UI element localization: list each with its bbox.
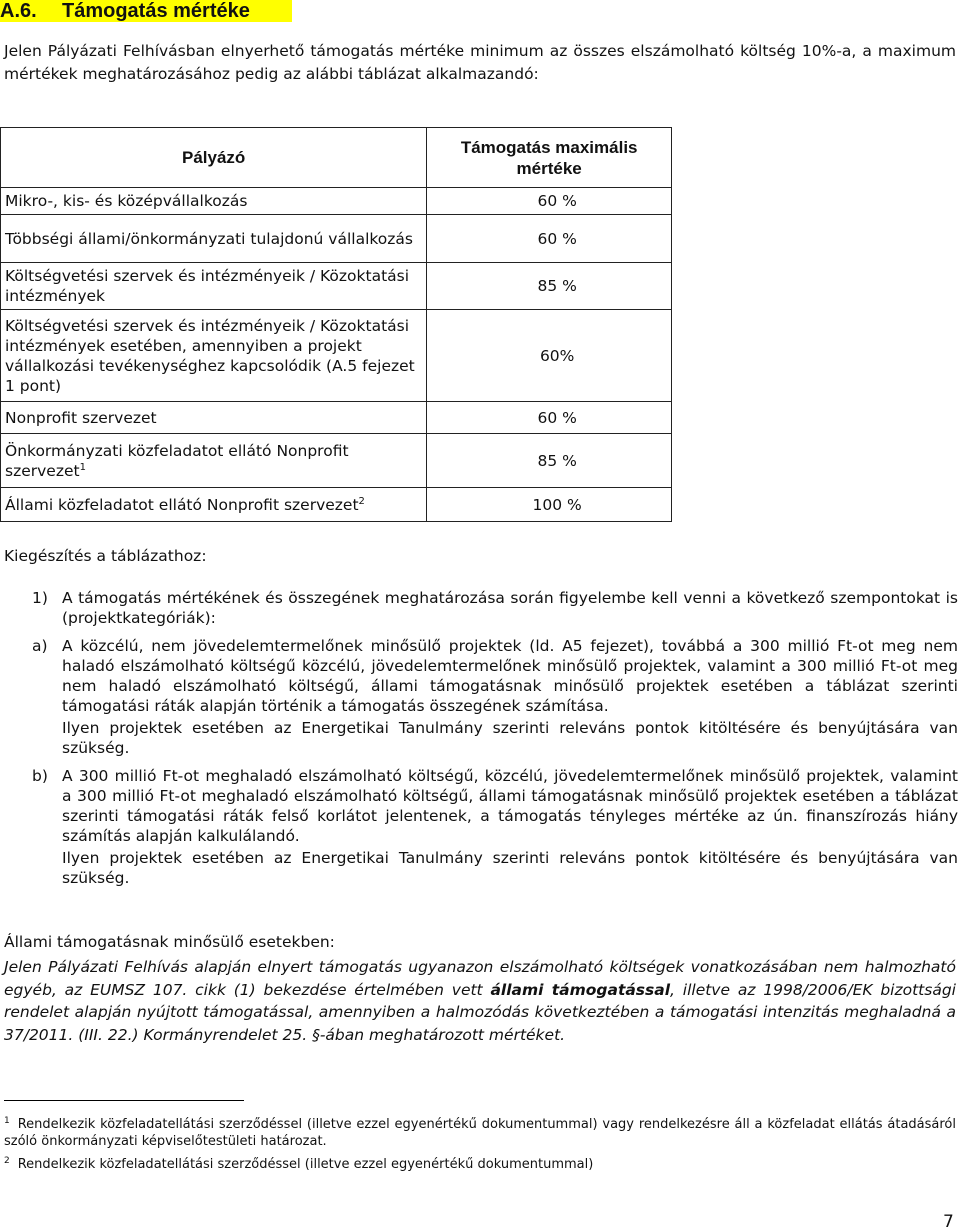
list-item — [4, 588, 958, 628]
row-label: Költségvetési szervek és intézményeik / Közoktatási intézmények — [1, 263, 427, 310]
row-label-text: Állami közfeladatot ellátó Nonprofit szervezet — [5, 495, 359, 514]
state-aid-heading: Állami támogatásnak minősülő esetekben: — [4, 933, 335, 951]
state-aid-text-1: Jelen Pályázati Felhívás alapján elnyert támogatás ugyanazon elszámolható költségek vonatkozásában nem halmozható egyéb, az EUMSZ 107. cikk (1) bekezdése értelmében vett — [4, 958, 956, 999]
table-row — [1, 215, 672, 263]
section-title: Támogatás mértéke — [62, 0, 250, 22]
item-label: a) — [32, 637, 48, 655]
row-label-text: Önkormányzati közfeladatot ellátó Nonprofit szervezet — [5, 441, 349, 480]
item-text: A közcélú, nem jövedelemtermelőnek minősülő projektek (ld. A5 fejezet), továbbá a 300 millió Ft-ot meg nem haladó elszámolható költségű közcélú, jövedelemtermelőnek minősülő projektek, valamint a 300 millió Ft-ot meg nem haladó elszámolható költségű, állami támogatásnak minősülő projektek esetében a táblázat szerinti támogatási ráták alapján történik a támogatás összegének számítása. — [62, 637, 958, 715]
list-item — [4, 636, 958, 716]
supplement-heading: Kiegészítés a táblázathoz: — [4, 547, 207, 565]
footnote-ref: 1 — [79, 461, 86, 473]
item-label: b) — [32, 767, 48, 785]
row-label: Mikro-, kis- és középvállalkozás — [1, 188, 427, 215]
footnote-divider — [4, 1100, 244, 1101]
item-text: A támogatás mértékének és összegének meghatározása során figyelembe kell venni a következő szempontokat is (projektkategóriák): — [62, 589, 958, 627]
footnote-number: 2 — [4, 1155, 10, 1166]
row-value: 100 % — [427, 488, 672, 522]
row-label — [1, 488, 427, 522]
state-aid-text-2: , illetve az 1998/2006/EK bizottsági rendelet alapján nyújtott támogatással, amennyiben a halmozódás következtében a támogatási intenzitás meghaladná a 37/2011. (III. 22.) Kormányrendelet 25. §-ában meghatározott mértéket. — [4, 980, 956, 1044]
row-label: Nonprofit szervezet — [1, 402, 427, 434]
table-header-row — [1, 128, 672, 188]
row-value: 60 % — [427, 402, 672, 434]
table-row — [1, 310, 672, 402]
item-note: Ilyen projektek esetében az Energetikai Tanulmány szerinti releváns pontok kitöltésére és benyújtására van szükség. — [62, 849, 958, 887]
header-max-rate: Támogatás maximális mértéke — [427, 128, 672, 188]
intro-paragraph: Jelen Pályázati Felhívásban elnyerhető támogatás mértéke minimum az összes elszámolható költség 10%-a, a maximum mértékek meghatározásához pedig az alábbi táblázat alkalmazandó: — [4, 42, 956, 83]
state-aid-bold: állami támogatással — [490, 980, 671, 999]
footnotes — [4, 1116, 956, 1179]
row-value: 60% — [427, 310, 672, 402]
item-text: A 300 millió Ft-ot meghaladó elszámolható költségű, közcélú, jövedelemtermelőnek minősülő projektek, valamint a 300 millió Ft-ot meghaladó elszámolható költségű, állami támogatásnak minősülő projektek esetében a táblázat szerinti támogatási ráták felső korlátot jelentenek, a támogatás tényleges mértéke az ún. finanszírozás hiány számítás alapján kalkulálandó. — [62, 767, 958, 845]
row-value: 60 % — [427, 188, 672, 215]
row-label: Költségvetési szervek és intézményeik / Közoktatási intézmények esetében, amennyiben a projekt vállalkozási tevékenységhez kapcsolódik (A.5 fejezet 1 pont) — [1, 310, 427, 402]
table-row — [1, 434, 672, 488]
section-heading — [0, 0, 292, 22]
row-label — [1, 434, 427, 488]
item-note: Ilyen projektek esetében az Energetikai Tanulmány szerinti releváns pontok kitöltésére és benyújtására van szükség. — [62, 719, 958, 757]
footnote — [4, 1156, 956, 1173]
footnote-number: 1 — [4, 1115, 10, 1126]
page-number: 7 — [943, 1212, 954, 1232]
supplement-list — [4, 588, 958, 896]
row-label: Többségi állami/önkormányzati tulajdonú vállalkozás — [1, 215, 427, 263]
section-number: A.6. — [0, 0, 37, 22]
item-label: 1) — [32, 589, 48, 607]
footnote-ref: 2 — [358, 495, 365, 507]
list-item — [4, 766, 958, 846]
table-row — [1, 488, 672, 522]
header-applicant: Pályázó — [1, 128, 427, 188]
state-aid-paragraph — [4, 956, 956, 1046]
table-row — [1, 188, 672, 215]
support-rate-table — [0, 127, 672, 522]
footnote-text: Rendelkezik közfeladatellátási szerződéssel (illetve ezzel egyenértékű dokumentummal) — [17, 1157, 594, 1172]
table-row — [1, 402, 672, 434]
table-row — [1, 263, 672, 310]
row-value: 85 % — [427, 263, 672, 310]
footnote — [4, 1116, 956, 1150]
row-value: 85 % — [427, 434, 672, 488]
row-value: 60 % — [427, 215, 672, 263]
footnote-text: Rendelkezik közfeladatellátási szerződéssel (illetve ezzel egyenértékű dokumentummal) vagy rendelkezésre áll a közfeladat ellátás átadásáról szóló önkormányzati képviselőtestületi határozat. — [4, 1117, 956, 1149]
